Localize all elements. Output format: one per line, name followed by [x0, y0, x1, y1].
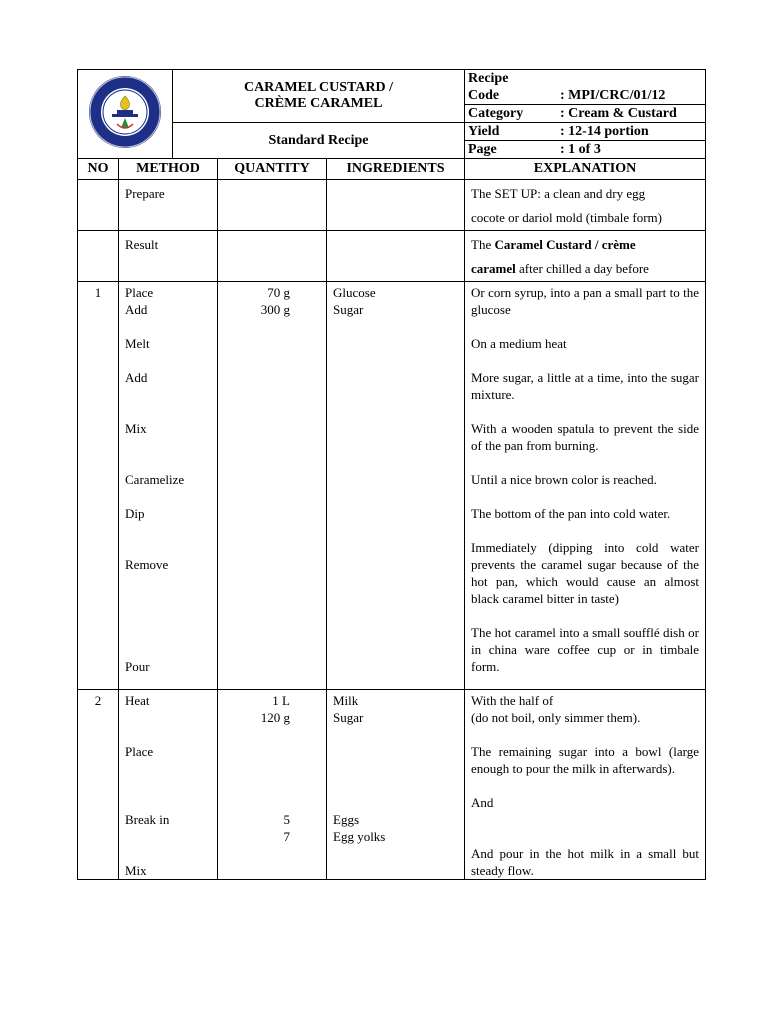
- spacer: [471, 488, 699, 505]
- text-line: Egg yolks: [333, 829, 386, 844]
- spacer: [471, 318, 699, 335]
- spacer: [471, 828, 699, 845]
- text-line: Until a nice brown color is reached.: [471, 472, 657, 487]
- recipe-title: [173, 70, 465, 123]
- text-line: Immediately (dipping into cold water prevents the caramel sugar because of the hot pan, which would cause an almost black caramel bitter in taste): [471, 540, 699, 606]
- text-line: On a medium heat: [471, 336, 567, 351]
- text-line: Melt: [125, 336, 150, 351]
- quantity-cell: [218, 690, 327, 880]
- spacer: [125, 794, 211, 811]
- spacer: [125, 522, 211, 539]
- spacer: [125, 624, 211, 641]
- spacer: [125, 607, 211, 624]
- text-line: The hot caramel into a small soufflé dish or in china ware coffee cup or in timbale form.: [471, 625, 699, 674]
- spacer: [471, 454, 699, 471]
- text-line: 1 L: [272, 693, 290, 708]
- text-line: Or corn syrup, into a pan a small part to the glucose: [471, 285, 699, 317]
- spacer: [125, 828, 211, 845]
- text-line: With a wooden spatula to prevent the side of the pan from burning.: [471, 421, 699, 453]
- spacer: [333, 726, 458, 743]
- recipe-table: [77, 69, 706, 880]
- recipe-page: [77, 69, 705, 880]
- spacer: [471, 726, 699, 743]
- spacer: [125, 352, 211, 369]
- ingredients-cell: [327, 282, 465, 690]
- column-header-row: [78, 159, 706, 180]
- text-line: Remove: [125, 557, 169, 572]
- text-line: Add: [125, 370, 148, 385]
- method-cell: [119, 231, 218, 282]
- spacer: [224, 726, 290, 743]
- text-line: Mix: [125, 863, 147, 878]
- spacer: [224, 760, 290, 777]
- text-line: Add: [125, 302, 148, 317]
- spacer: [224, 743, 290, 760]
- col-no: NO: [78, 159, 119, 180]
- method-cell: [119, 690, 218, 880]
- text-line: The: [471, 237, 495, 252]
- spacer: [471, 777, 699, 794]
- text-line: cocote or dariol mold (timbale form): [471, 210, 662, 225]
- spacer: [125, 403, 211, 420]
- text-line: Pour: [125, 659, 150, 674]
- text-line: 7: [283, 829, 290, 844]
- spacer: [125, 777, 211, 794]
- method-cell: [119, 282, 218, 690]
- logo-cell: [78, 70, 173, 159]
- meta-key: Recipe Code: [468, 71, 509, 103]
- method-cell: [119, 180, 218, 231]
- text-line: The SET UP: a clean and dry egg: [471, 186, 646, 201]
- meta-value: : MPI/CRC/01/12: [560, 88, 666, 103]
- spacer: [125, 573, 211, 590]
- meta-page: [465, 141, 706, 159]
- spacer: [471, 352, 699, 369]
- col-method: METHOD: [119, 159, 218, 180]
- step-number: 2: [78, 690, 119, 880]
- text-line: Heat: [125, 693, 150, 708]
- meta-key: Category: [468, 106, 524, 121]
- spacer: [125, 726, 211, 743]
- spacer: [333, 794, 458, 811]
- quantity-cell: [218, 282, 327, 690]
- step-number: 1: [78, 282, 119, 690]
- text-line: 5: [283, 812, 290, 827]
- text-line: Eggs: [333, 812, 359, 827]
- text-line: Result: [125, 237, 159, 252]
- spacer: [224, 777, 290, 794]
- explanation-cell: [465, 231, 706, 282]
- spacer: [125, 845, 211, 862]
- spacer: [125, 318, 211, 335]
- spacer: [471, 811, 699, 828]
- spacer: [125, 437, 211, 454]
- spacer: [125, 386, 211, 403]
- meta-recipe-code: [465, 70, 706, 105]
- text-line: Caramel Custard / crème: [494, 237, 636, 252]
- col-ingredients: INGREDIENTS: [327, 159, 465, 180]
- text-line: Break in: [125, 812, 170, 827]
- text-line: More sugar, a little at a time, into the sugar mixture.: [471, 370, 699, 402]
- col-quantity: QUANTITY: [218, 159, 327, 180]
- table-row: [78, 231, 706, 282]
- text-line: Glucose: [333, 285, 376, 300]
- spacer: [333, 743, 458, 760]
- recipe-subtitle: [173, 123, 465, 159]
- explanation-cell: [465, 180, 706, 231]
- text-line: Place: [125, 744, 154, 759]
- text-line: 120 g: [260, 710, 290, 725]
- spacer: [125, 641, 211, 658]
- text-line: And pour in the hot milk in a small but steady flow.: [471, 846, 699, 878]
- spacer: [125, 590, 211, 607]
- title-line-2: CRÈME CARAMEL: [254, 96, 383, 111]
- col-explanation: EXPLANATION: [465, 159, 706, 180]
- spacer: [125, 488, 211, 505]
- text-line: after chilled a day before: [515, 261, 649, 276]
- text-line: (do not boil, only simmer them).: [471, 710, 641, 725]
- text-line: Caramelize: [125, 472, 185, 487]
- text-line: With the half of: [471, 693, 554, 708]
- text-line: Sugar: [333, 710, 364, 725]
- subtitle-text: Standard Recipe: [268, 132, 369, 148]
- spacer: [125, 454, 211, 471]
- table-row-step-2: [78, 690, 706, 880]
- text-line: Milk: [333, 693, 359, 708]
- table-row-step-1: [78, 282, 706, 690]
- meta-yield: [465, 123, 706, 141]
- meta-category: [465, 105, 706, 123]
- spacer: [224, 794, 290, 811]
- spacer: [471, 403, 699, 420]
- table-row: [78, 180, 706, 231]
- text-line: 70 g: [267, 285, 290, 300]
- title-line-1: CARAMEL CUSTARD /: [243, 80, 394, 95]
- text-line: The remaining sugar into a bowl (large enough to pour the milk in afterwards).: [471, 744, 699, 776]
- spacer: [125, 539, 211, 556]
- spacer: [125, 709, 211, 726]
- ingredients-cell: [327, 690, 465, 880]
- text-line: And: [471, 795, 494, 810]
- text-line: Dip: [125, 506, 145, 521]
- meta-key: Page: [468, 142, 497, 157]
- meta-value: : 12-14 portion: [560, 124, 649, 139]
- text-line: The bottom of the pan into cold water.: [471, 506, 671, 521]
- meta-key: Yield: [468, 124, 500, 139]
- text-line: Sugar: [333, 302, 364, 317]
- explanation-cell: [465, 282, 706, 690]
- text-line: Prepare: [125, 186, 165, 201]
- spacer: [471, 607, 699, 624]
- text-line: Mix: [125, 421, 147, 436]
- explanation-cell: [465, 690, 706, 880]
- meta-value: : Cream & Custard: [560, 106, 677, 121]
- text-line: 300 g: [260, 302, 290, 317]
- text-line: Place: [125, 285, 154, 300]
- text-line: caramel: [471, 261, 516, 276]
- meta-value: : 1 of 3: [560, 142, 601, 157]
- spacer: [333, 760, 458, 777]
- spacer: [471, 522, 699, 539]
- spacer: [125, 760, 211, 777]
- spacer: [333, 777, 458, 794]
- school-logo-icon: [87, 74, 163, 150]
